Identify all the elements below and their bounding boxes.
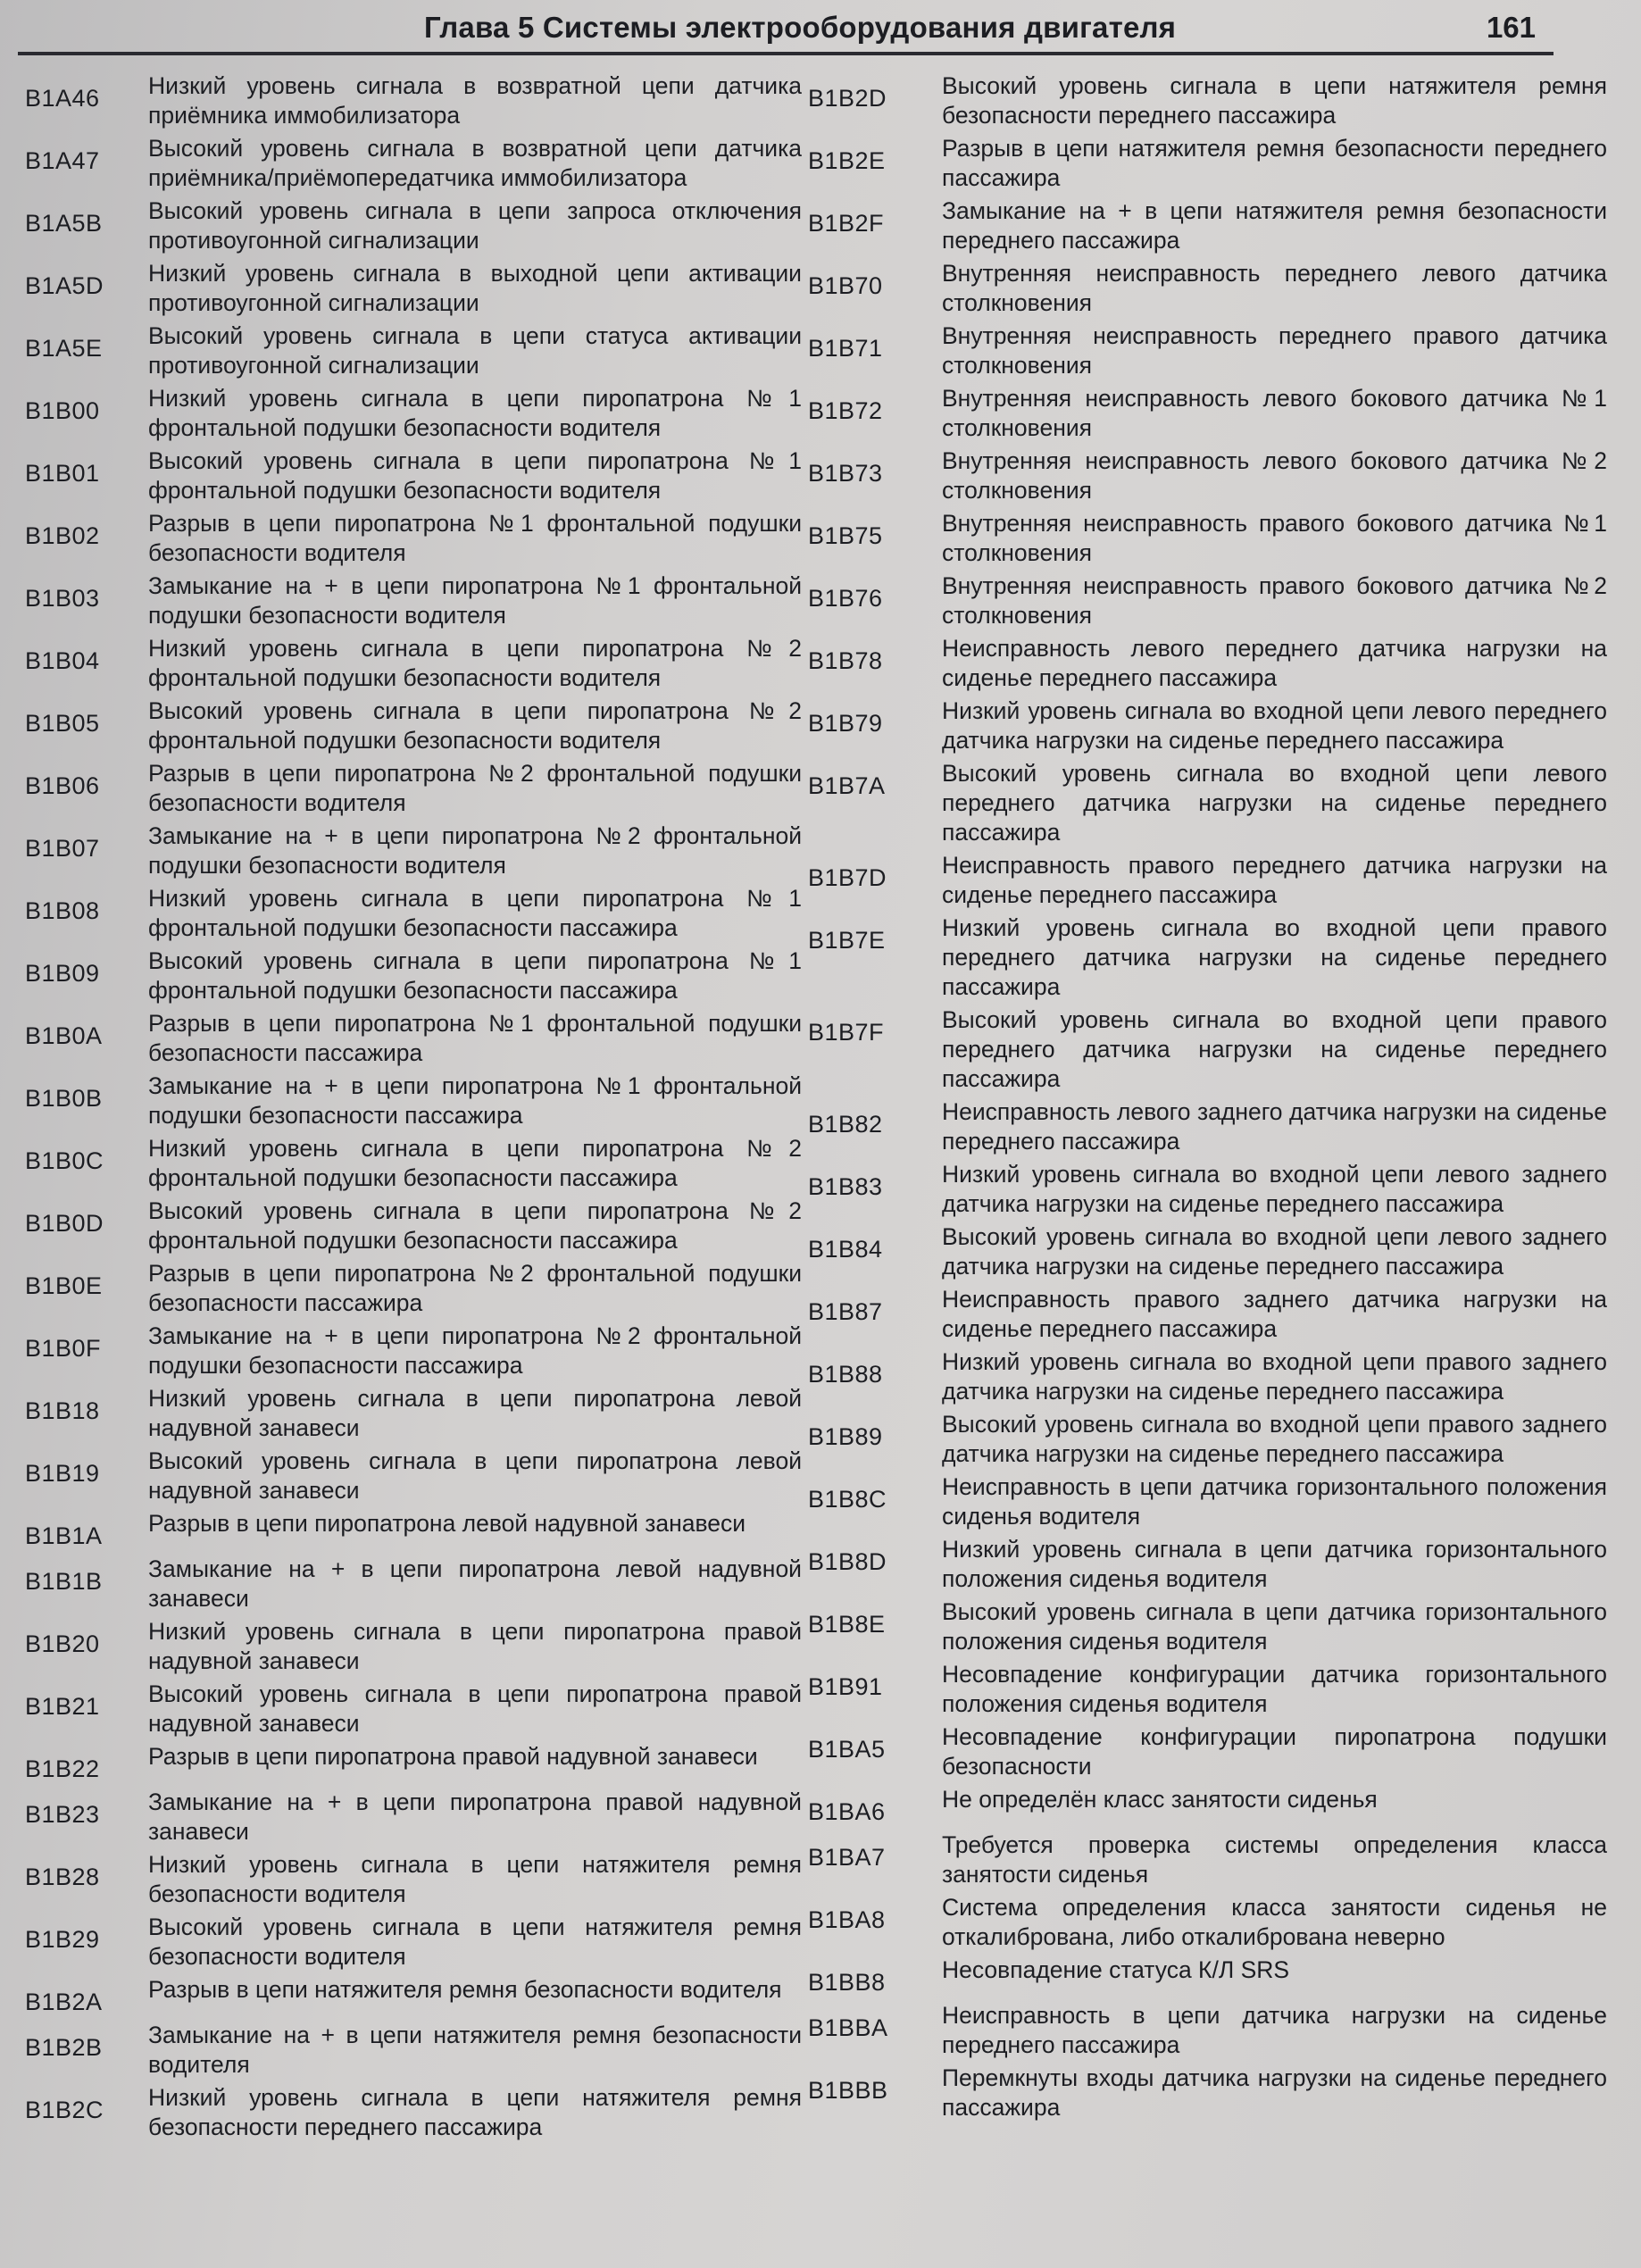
- dtc-code: B1B20: [25, 1630, 100, 1657]
- dtc-entry: [808, 1005, 1607, 1094]
- dtc-entry: [808, 1535, 1607, 1594]
- dtc-code: B1B29: [25, 1926, 100, 1953]
- dtc-entry: [808, 2064, 1607, 2122]
- dtc-description: Низкий уровень сигнала в цепи пиропатрона №1 фронтальной подушки безопасности пассажира: [148, 885, 802, 941]
- dtc-description: Высокий уровень сигнала в цепи запроса отключения противоугонной сигнализации: [148, 197, 802, 254]
- dtc-code: B1A5E: [25, 335, 103, 362]
- dtc-description: Внутренняя неисправность правого бокового датчика №2 столкновения: [942, 572, 1607, 629]
- dtc-description: Высокий уровень сигнала в цепи пиропатрона №2 фронтальной подушки безопасности водителя: [148, 697, 802, 754]
- dtc-description: Не определён класс занятости сиденья: [942, 1786, 1378, 1813]
- dtc-code: B1B21: [25, 1693, 100, 1720]
- dtc-description: Высокий уровень сигнала во входной цепи левого переднего датчика нагрузки на сиденье переднего пассажира: [942, 760, 1607, 846]
- dtc-code: B1B06: [25, 772, 100, 799]
- dtc-entry: [25, 2021, 802, 2080]
- dtc-code: B1B0D: [25, 1210, 104, 1237]
- dtc-description: Низкий уровень сигнала в цепи пиропатрона №1 фронтальной подушки безопасности водителя: [148, 385, 802, 441]
- dtc-code: B1A46: [25, 85, 100, 112]
- dtc-code: B1B2C: [25, 2097, 104, 2123]
- dtc-entry: [808, 851, 1607, 910]
- dtc-code: B1B73: [808, 460, 883, 487]
- dtc-entry: [25, 946, 802, 1005]
- dtc-entry: [25, 384, 802, 443]
- dtc-code: B1B03: [25, 585, 100, 612]
- dtc-entry: [808, 1285, 1607, 1344]
- dtc-code: B1BBA: [808, 2014, 888, 2041]
- dtc-code: B1B91: [808, 1673, 883, 1700]
- dtc-entry: [25, 821, 802, 880]
- dtc-code: B1B7D: [808, 864, 887, 891]
- dtc-entry: [25, 134, 802, 193]
- dtc-entry: [808, 2001, 1607, 2060]
- dtc-code: B1A5D: [25, 272, 104, 299]
- dtc-description: Низкий уровень сигнала в цепи пиропатрона левой надувной занавеси: [148, 1385, 802, 1441]
- dtc-description: Высокий уровень сигнала в цепи пиропатрона №2 фронтальной подушки безопасности пассажира: [148, 1197, 802, 1254]
- dtc-code: B1B01: [25, 460, 100, 487]
- dtc-description: Неисправность левого переднего датчика нагрузки на сиденье переднего пассажира: [942, 635, 1607, 691]
- dtc-code: B1B7A: [808, 772, 886, 799]
- dtc-description: Низкий уровень сигнала во входной цепи левого заднего датчика нагрузки на сиденье переднего пассажира: [942, 1161, 1607, 1217]
- dtc-code: B1B0F: [25, 1335, 102, 1362]
- dtc-description: Низкий уровень сигнала в цепи пиропатрона правой надувной занавеси: [148, 1618, 802, 1674]
- dtc-entry: [808, 1347, 1607, 1406]
- dtc-description: Разрыв в цепи натяжителя ремня безопасности переднего пассажира: [942, 135, 1607, 191]
- dtc-code: B1B8D: [808, 1548, 887, 1575]
- dtc-entry: [25, 259, 802, 318]
- dtc-code: B1B0B: [25, 1085, 103, 1112]
- dtc-code: B1B82: [808, 1111, 883, 1138]
- dtc-entry: [808, 634, 1607, 693]
- dtc-description: Замыкание на + в цепи пиропатрона правой надувной занавеси: [148, 1789, 802, 1845]
- dtc-code: B1B83: [808, 1173, 883, 1200]
- dtc-entry: [808, 571, 1607, 630]
- dtc-code: B1B19: [25, 1460, 100, 1487]
- dtc-entry: [25, 884, 802, 943]
- dtc-description: Замыкание на + в цепи пиропатрона левой надувной занавеси: [148, 1555, 802, 1612]
- dtc-description: Низкий уровень сигнала во входной цепи правого переднего датчика нагрузки на сиденье переднего пассажира: [942, 914, 1607, 1000]
- dtc-code: B1B08: [25, 897, 100, 924]
- dtc-code: B1B8E: [808, 1611, 886, 1638]
- dtc-entry: [808, 1893, 1607, 1952]
- dtc-code: B1B18: [25, 1397, 100, 1424]
- dtc-description: Внутренняя неисправность левого бокового датчика №1 столкновения: [942, 385, 1607, 441]
- dtc-description: Высокий уровень сигнала в цепи датчика горизонтального положения сиденья водителя: [942, 1598, 1607, 1655]
- dtc-description: Разрыв в цепи пиропатрона правой надувной занавеси: [148, 1743, 758, 1770]
- dtc-entry: [808, 1160, 1607, 1219]
- dtc-code: B1B0E: [25, 1272, 103, 1299]
- left-column: [25, 71, 802, 2146]
- dtc-code: B1B78: [808, 647, 883, 674]
- dtc-description: Высокий уровень сигнала в цепи статуса активации противоугонной сигнализации: [148, 322, 802, 379]
- dtc-description: Неисправность в цепи датчика горизонтального положения сиденья водителя: [942, 1473, 1607, 1530]
- dtc-entry: [808, 1472, 1607, 1531]
- dtc-entry: [808, 509, 1607, 568]
- dtc-description: Внутренняя неисправность левого бокового датчика №2 столкновения: [942, 447, 1607, 504]
- dtc-entry: [25, 1134, 802, 1193]
- dtc-description: Разрыв в цепи пиропатрона №1 фронтальной подушки безопасности пассажира: [148, 1010, 802, 1066]
- dtc-code: B1B7E: [808, 927, 886, 954]
- dtc-description: Разрыв в цепи пиропатрона левой надувной занавеси: [148, 1510, 746, 1537]
- dtc-description: Несовпадение конфигурации датчика горизонтального положения сиденья водителя: [942, 1661, 1607, 1717]
- dtc-code: B1B05: [25, 710, 100, 737]
- dtc-entry: [808, 1955, 1607, 1997]
- dtc-code: B1B2F: [808, 210, 885, 237]
- dtc-code: B1BBB: [808, 2077, 888, 2104]
- page-header: [18, 7, 1554, 55]
- dtc-code: B1B88: [808, 1361, 883, 1388]
- dtc-entry: [808, 134, 1607, 193]
- dtc-entry: [25, 1259, 802, 1318]
- dtc-description: Разрыв в цепи натяжителя ремня безопасности водителя: [148, 1976, 782, 2003]
- dtc-description: Низкий уровень сигнала в цепи пиропатрона №2 фронтальной подушки безопасности пассажира: [148, 1135, 802, 1191]
- dtc-description: Несовпадение конфигурации пиропатрона подушки безопасности: [942, 1723, 1607, 1780]
- dtc-code: B1B28: [25, 1864, 100, 1890]
- dtc-entry: [25, 1447, 802, 1505]
- dtc-entry: [25, 1009, 802, 1068]
- dtc-entry: [25, 1913, 802, 1972]
- dtc-description: Низкий уровень сигнала в цепи пиропатрона №2 фронтальной подушки безопасности водителя: [148, 635, 802, 691]
- dtc-entry: [808, 1830, 1607, 1889]
- dtc-description: Внутренняя неисправность переднего правого датчика столкновения: [942, 322, 1607, 379]
- dtc-entry: [25, 1197, 802, 1255]
- dtc-code: B1B87: [808, 1298, 883, 1325]
- dtc-code: B1B0C: [25, 1147, 104, 1174]
- dtc-description: Низкий уровень сигнала во входной цепи правого заднего датчика нагрузки на сиденье переднего пассажира: [942, 1348, 1607, 1405]
- dtc-code: B1BA6: [808, 1798, 886, 1825]
- dtc-entry: [808, 1597, 1607, 1656]
- dtc-entry: [25, 446, 802, 505]
- dtc-code: B1B02: [25, 522, 100, 549]
- dtc-description: Высокий уровень сигнала в возвратной цепи датчика приёмника/приёмопередатчика иммобилизатора: [148, 135, 802, 191]
- dtc-description: Низкий уровень сигнала в возвратной цепи датчика приёмника иммобилизатора: [148, 72, 802, 129]
- dtc-entry: [25, 1850, 802, 1909]
- dtc-code: B1B22: [25, 1755, 100, 1782]
- dtc-description: Высокий уровень сигнала во входной цепи правого заднего датчика нагрузки на сиденье переднего пассажира: [942, 1411, 1607, 1467]
- dtc-code: B1B04: [25, 647, 100, 674]
- dtc-description: Высокий уровень сигнала в цепи пиропатрона левой надувной занавеси: [148, 1447, 802, 1504]
- dtc-code: B1B1B: [25, 1568, 103, 1595]
- dtc-entry: [808, 1222, 1607, 1281]
- dtc-description: Замыкание на + в цепи пиропатрона №1 фронтальной подушки безопасности пассажира: [148, 1072, 802, 1129]
- dtc-entry: [808, 913, 1607, 1002]
- dtc-description: Разрыв в цепи пиропатрона №1 фронтальной подушки безопасности водителя: [148, 510, 802, 566]
- dtc-description: Низкий уровень сигнала в цепи натяжителя ремня безопасности переднего пассажира: [148, 2084, 802, 2140]
- dtc-code: B1B2E: [808, 147, 886, 174]
- dtc-entry: [25, 759, 802, 818]
- dtc-code: B1B8C: [808, 1486, 887, 1513]
- dtc-description: Неисправность правого переднего датчика нагрузки на сиденье переднего пассажира: [942, 852, 1607, 908]
- dtc-description: Высокий уровень сигнала в цепи пиропатрона №1 фронтальной подушки безопасности водителя: [148, 447, 802, 504]
- dtc-code: B1BA7: [808, 1844, 886, 1871]
- dtc-entry: [808, 1410, 1607, 1469]
- dtc-description: Внутренняя неисправность переднего левого датчика столкновения: [942, 260, 1607, 316]
- dtc-entry: [25, 1742, 802, 1784]
- dtc-description: Замыкание на + в цепи пиропатрона №2 фронтальной подушки безопасности пассажира: [148, 1322, 802, 1379]
- dtc-description: Перемкнуты входы датчика нагрузки на сиденье переднего пассажира: [942, 2064, 1607, 2121]
- dtc-description: Высокий уровень сигнала в цепи натяжителя ремня безопасности водителя: [148, 1914, 802, 1970]
- dtc-description: Внутренняя неисправность правого бокового датчика №1 столкновения: [942, 510, 1607, 566]
- dtc-description: Низкий уровень сигнала во входной цепи левого переднего датчика нагрузки на сиденье переднего пассажира: [942, 697, 1607, 754]
- dtc-code: B1B72: [808, 397, 883, 424]
- dtc-code: B1B07: [25, 835, 100, 862]
- dtc-entry: [25, 1071, 802, 1130]
- dtc-description: Низкий уровень сигнала в цепи натяжителя ремня безопасности водителя: [148, 1851, 802, 1907]
- dtc-entry: [25, 634, 802, 693]
- dtc-entry: [25, 71, 802, 130]
- dtc-code: B1B7F: [808, 1019, 885, 1046]
- dtc-code: B1B76: [808, 585, 883, 612]
- dtc-entry: [25, 1680, 802, 1739]
- dtc-entry: [808, 321, 1607, 380]
- dtc-description: Высокий уровень сигнала в цепи натяжителя ремня безопасности переднего пассажира: [942, 72, 1607, 129]
- dtc-entry: [25, 1975, 802, 2017]
- right-column: [808, 71, 1607, 2126]
- page-number: 161: [1486, 11, 1536, 44]
- dtc-description: Разрыв в цепи пиропатрона №2 фронтальной подушки безопасности пассажира: [148, 1260, 802, 1316]
- dtc-description: Разрыв в цепи пиропатрона №2 фронтальной подушки безопасности водителя: [148, 760, 802, 816]
- dtc-description: Неисправность правого заднего датчика нагрузки на сиденье переднего пассажира: [942, 1286, 1607, 1342]
- chapter-title: Глава 5 Системы электрооборудования двигателя: [424, 11, 1177, 44]
- dtc-description: Высокий уровень сигнала во входной цепи левого заднего датчика нагрузки на сиденье переднего пассажира: [942, 1223, 1607, 1280]
- dtc-entry: [808, 384, 1607, 443]
- dtc-entry: [25, 1384, 802, 1443]
- dtc-code: B1B09: [25, 960, 100, 987]
- dtc-entry: [808, 759, 1607, 847]
- dtc-entry: [25, 2083, 802, 2142]
- dtc-entry: [808, 71, 1607, 130]
- dtc-description: Низкий уровень сигнала в цепи датчика горизонтального положения сиденья водителя: [942, 1536, 1607, 1592]
- dtc-description: Замыкание на + в цепи натяжителя ремня безопасности переднего пассажира: [942, 197, 1607, 254]
- dtc-entry: [25, 509, 802, 568]
- dtc-description: Замыкание на + в цепи пиропатрона №2 фронтальной подушки безопасности водителя: [148, 822, 802, 879]
- dtc-code: B1A5B: [25, 210, 103, 237]
- dtc-code: B1B2D: [808, 85, 887, 112]
- dtc-description: Требуется проверка системы определения класса занятости сиденья: [942, 1831, 1607, 1888]
- dtc-code: B1BA8: [808, 1906, 886, 1933]
- dtc-description: Несовпадение статуса К/Л SRS: [942, 1956, 1290, 1983]
- dtc-entry: [25, 571, 802, 630]
- dtc-code: B1B1A: [25, 1522, 103, 1549]
- dtc-code: B1B84: [808, 1236, 883, 1263]
- dtc-code: B1B23: [25, 1801, 100, 1828]
- dtc-entry: [25, 1509, 802, 1551]
- dtc-description: Система определения класса занятости сиденья не откалиброванa, либо откалиброванa неверно: [942, 1894, 1607, 1950]
- dtc-description: Замыкание на + в цепи натяжителя ремня безопасности водителя: [148, 2022, 802, 2078]
- dtc-description: Неисправность в цепи датчика нагрузки на сиденье переднего пассажира: [942, 2002, 1607, 2058]
- dtc-entry: [808, 1722, 1607, 1781]
- dtc-code: B1B2A: [25, 1989, 103, 2015]
- dtc-description: Неисправность левого заднего датчика нагрузки на сиденье переднего пассажира: [942, 1098, 1607, 1155]
- dtc-entry: [25, 321, 802, 380]
- dtc-code: B1B75: [808, 522, 883, 549]
- dtc-entry: [808, 1097, 1607, 1156]
- dtc-entry: [808, 196, 1607, 255]
- dtc-entry: [25, 1322, 802, 1380]
- dtc-code: B1B2B: [25, 2034, 103, 2061]
- dtc-entry: [25, 696, 802, 755]
- dtc-entry: [808, 446, 1607, 505]
- dtc-description: Низкий уровень сигнала в выходной цепи активации противоугонной сигнализации: [148, 260, 802, 316]
- dtc-entry: [808, 1660, 1607, 1719]
- dtc-entry: [808, 1785, 1607, 1827]
- dtc-code: B1B79: [808, 710, 883, 737]
- dtc-description: Высокий уровень сигнала в цепи пиропатрона №1 фронтальной подушки безопасности пассажира: [148, 947, 802, 1004]
- dtc-code: B1B00: [25, 397, 100, 424]
- dtc-code: B1B89: [808, 1423, 883, 1450]
- dtc-code: B1B70: [808, 272, 883, 299]
- dtc-entry: [25, 1617, 802, 1676]
- dtc-entry: [808, 696, 1607, 755]
- dtc-entry: [25, 1555, 802, 1613]
- dtc-entry: [808, 259, 1607, 318]
- dtc-code: B1B71: [808, 335, 883, 362]
- dtc-code: B1B0A: [25, 1022, 103, 1049]
- dtc-description: Высокий уровень сигнала в цепи пиропатрона правой надувной занавеси: [148, 1680, 802, 1737]
- dtc-code: B1BA5: [808, 1736, 886, 1763]
- dtc-code: B1A47: [25, 147, 100, 174]
- dtc-entry: [25, 196, 802, 255]
- dtc-description: Высокий уровень сигнала во входной цепи правого переднего датчика нагрузки на сиденье переднего пассажира: [942, 1006, 1607, 1092]
- dtc-entry: [25, 1788, 802, 1847]
- dtc-description: Замыкание на + в цепи пиропатрона №1 фронтальной подушки безопасности водителя: [148, 572, 802, 629]
- dtc-code: B1BB8: [808, 1969, 886, 1996]
